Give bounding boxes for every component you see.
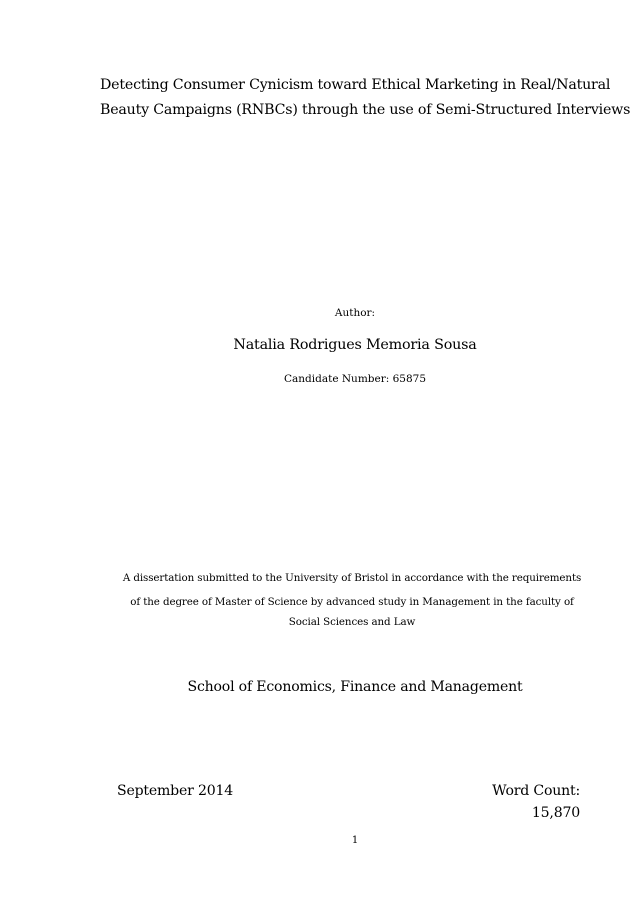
submission-line-3: Social Sciences and Law <box>288 616 416 628</box>
school-name: School of Economics, Finance and Management <box>187 679 523 695</box>
submission-line-1: A dissertation submitted to the University of Bristol in accordance with the requirements <box>122 572 582 584</box>
author-name: Natalia Rodrigues Memoria Sousa <box>233 337 477 353</box>
submission-line-2: of the degree of Master of Science by advanced study in Management in the faculty of <box>130 596 574 608</box>
title-line-2: Beauty Campaigns (RNBCs) through the use of Semi-Structured Interviews <box>100 102 631 118</box>
word-count: Word Count: 15,870 <box>492 783 580 821</box>
candidate-number: Candidate Number: 65875 <box>283 373 427 385</box>
title-line-1: Detecting Consumer Cynicism toward Ethical Marketing in Real/Natural <box>100 77 611 93</box>
page-number: 1 <box>351 835 359 846</box>
submission-date: September 2014 <box>117 783 234 799</box>
author-label: Author: <box>334 307 376 319</box>
